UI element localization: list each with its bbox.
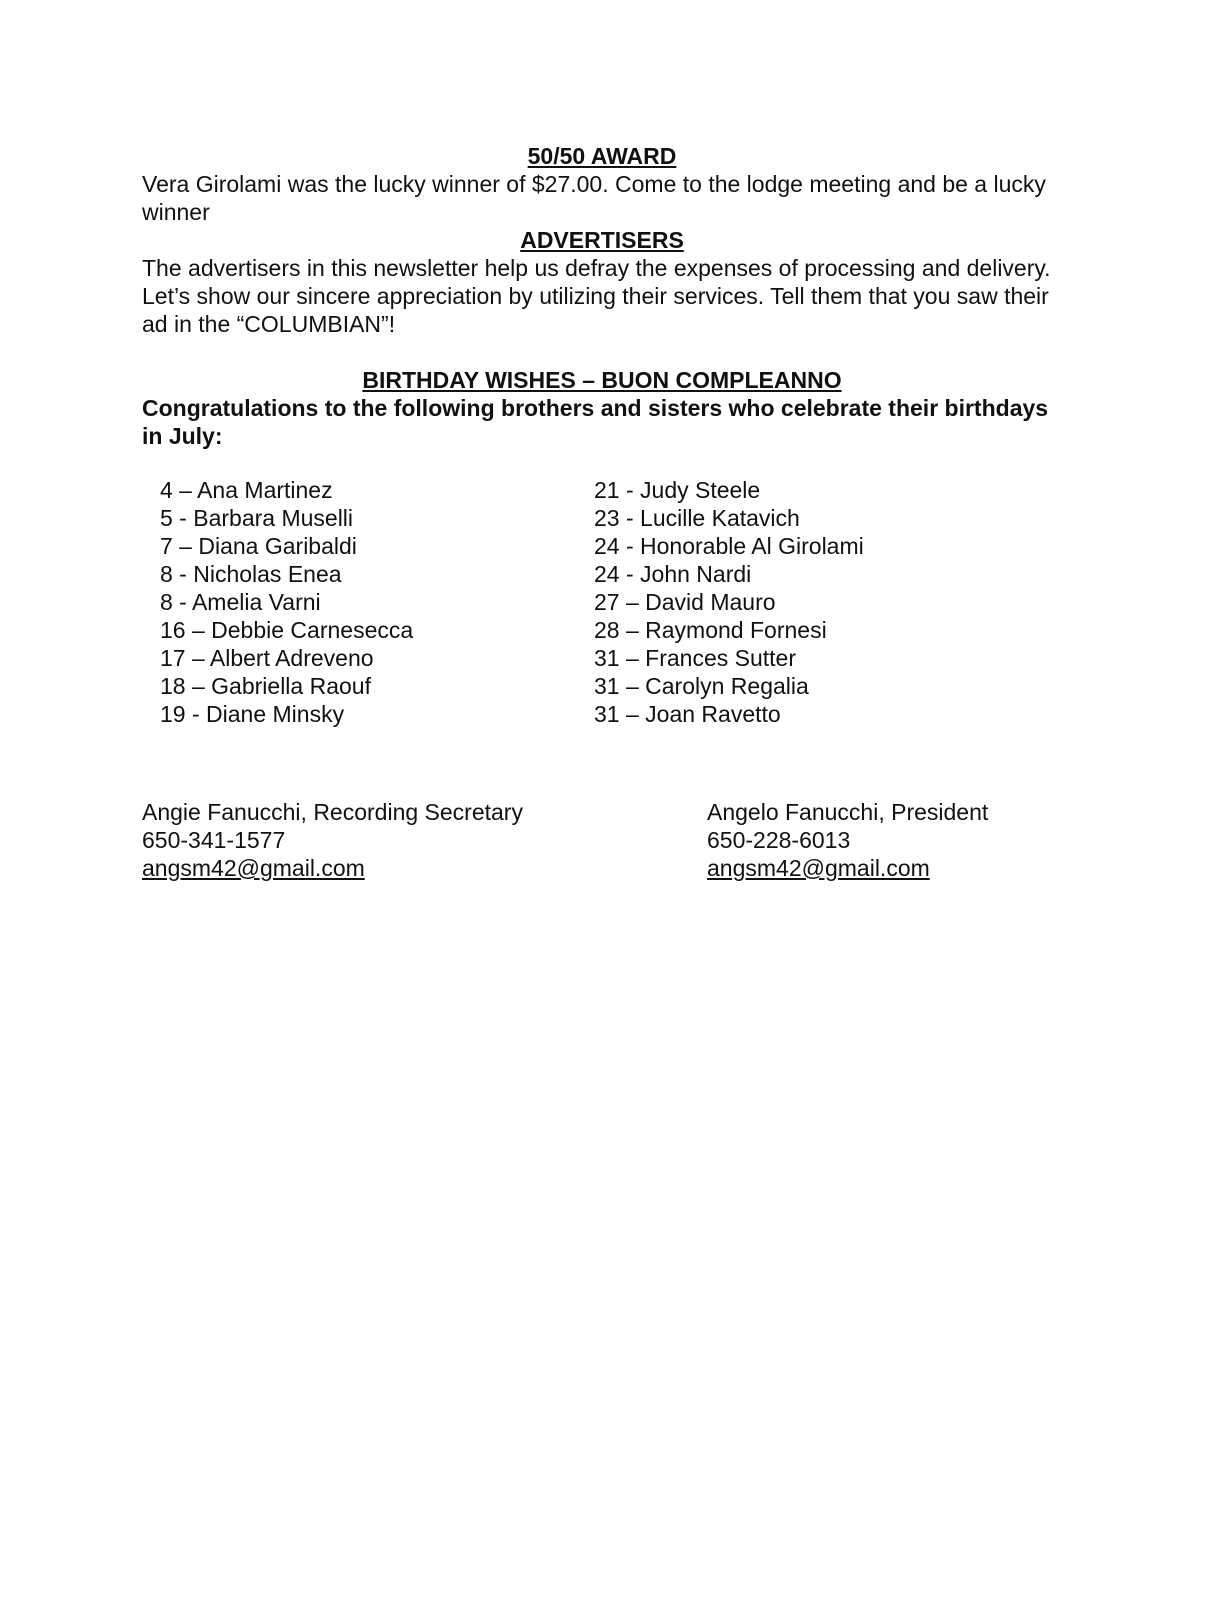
birthday-entry: 31 – Carolyn Regalia <box>594 673 809 699</box>
birthdays-intro: Congratulations to the following brothers and sisters who celebrate their birthdays in July: <box>142 395 1049 449</box>
advertisers-text: The advertisers in this newsletter help us defray the expenses of processing and delivery. Let’s show our sincere appreciation by utilizing their services. Tell them that you saw their ad in the “COLUMBIAN”! <box>142 255 1051 337</box>
birthday-entry: 7 – Diana Garibaldi <box>160 533 357 559</box>
birthday-entry: 18 – Gabriella Raouf <box>160 673 371 699</box>
birthday-column-left <box>160 476 413 728</box>
birthday-entry: 21 - Judy Steele <box>594 477 761 503</box>
signature-name: Angelo Fanucchi, President <box>707 799 989 825</box>
birthday-entry: 8 - Amelia Varni <box>160 589 321 615</box>
birthday-entry: 31 – Joan Ravetto <box>594 701 781 727</box>
birthday-list <box>142 476 1062 736</box>
birthday-entry: 4 – Ana Martinez <box>160 477 333 503</box>
signature-phone: 650-341-1577 <box>142 827 286 853</box>
birthday-entry: 24 - Honorable Al Girolami <box>594 533 864 559</box>
birthday-entry: 8 - Nicholas Enea <box>160 561 342 587</box>
birthday-entry: 27 – David Mauro <box>594 589 776 615</box>
birthday-entry: 23 - Lucille Katavich <box>594 505 800 531</box>
signature-email-link[interactable]: angsm42@gmail.com <box>142 855 365 881</box>
birthday-entry: 31 – Frances Sutter <box>594 645 796 671</box>
birthday-column-right <box>594 476 864 728</box>
signature-secretary <box>142 798 523 882</box>
spacer <box>142 338 1062 366</box>
award-heading: 50/50 AWARD <box>527 143 677 169</box>
signatures <box>142 798 1062 888</box>
signature-email-link[interactable]: angsm42@gmail.com <box>707 855 930 881</box>
birthday-entry: 19 - Diane Minsky <box>160 701 345 727</box>
birthday-entry: 24 - John Nardi <box>594 561 752 587</box>
signature-president <box>707 798 988 882</box>
signature-name: Angie Fanucchi, Recording Secretary <box>142 799 523 825</box>
page-content <box>142 142 1062 888</box>
birthday-entry: 17 – Albert Adreveno <box>160 645 374 671</box>
birthday-entry: 5 - Barbara Muselli <box>160 505 354 531</box>
advertisers-heading: ADVERTISERS <box>520 227 684 253</box>
award-text: Vera Girolami was the lucky winner of $27.00. Come to the lodge meeting and be a lucky winner <box>142 171 1046 225</box>
birthdays-heading: BIRTHDAY WISHES – BUON COMPLEANNO <box>362 367 842 393</box>
signature-phone: 650-228-6013 <box>707 827 851 853</box>
birthday-entry: 16 – Debbie Carnesecca <box>160 617 414 643</box>
birthday-entry: 28 – Raymond Fornesi <box>594 617 827 643</box>
